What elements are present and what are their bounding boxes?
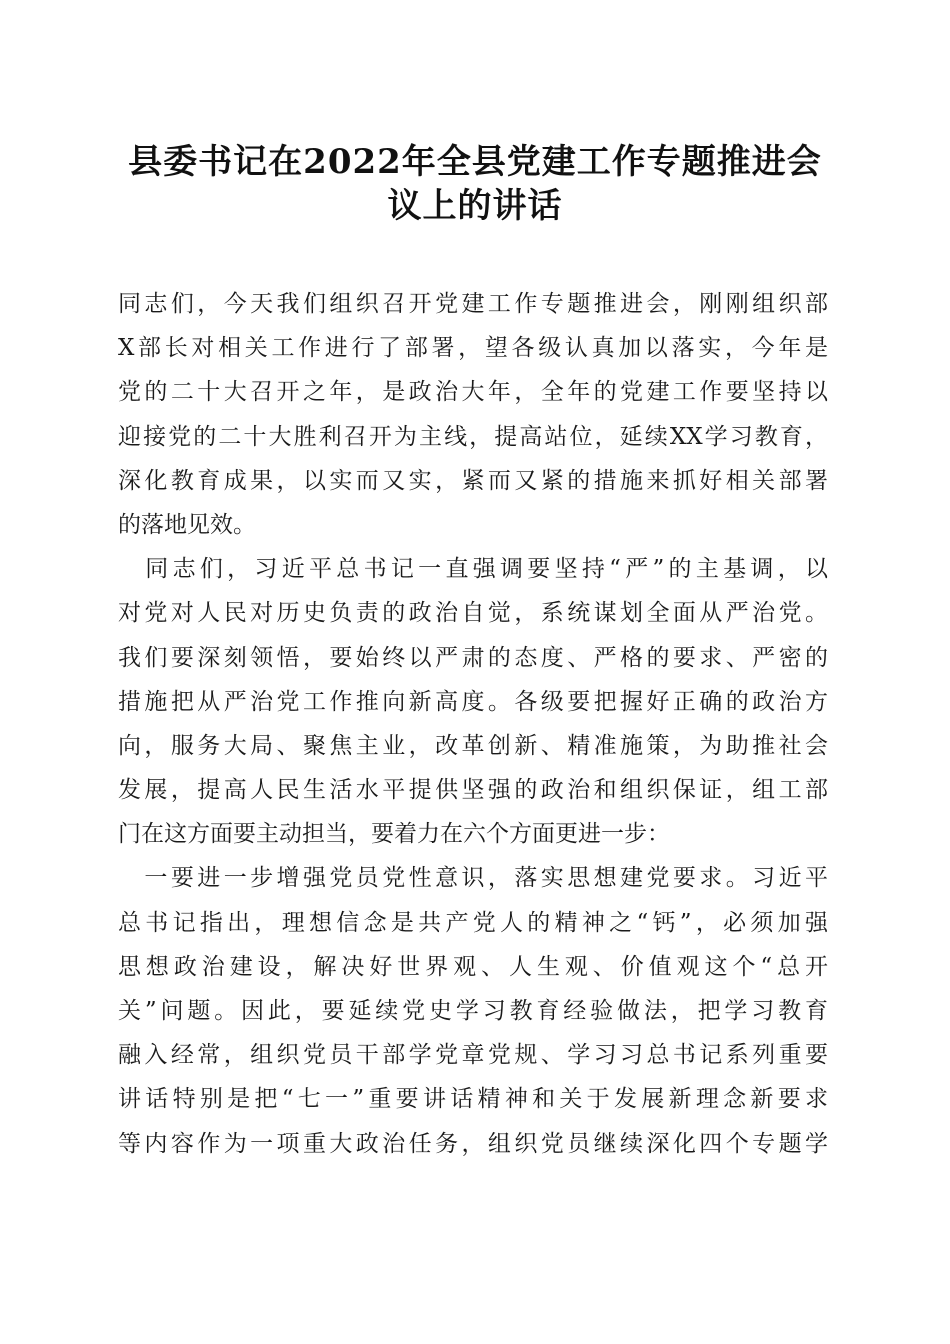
text-line: 总书记指出，理想信念是共产党人的精神之“钙”，必须加强 — [118, 909, 828, 936]
document-body — [118, 282, 828, 1166]
title-line-1: 县委书记在2022年全县党建工作专题推进会 — [128, 142, 822, 182]
text-line: 讲话特别是把“七一”重要讲话精神和关于发展新理念新要求 — [118, 1086, 828, 1113]
text-line: 一要进一步增强党员党性意识，落实思想建党要求。习近平 — [118, 865, 828, 892]
text-line: 向，服务大局、聚焦主业，改革创新、精准施策，为助推社会 — [118, 732, 828, 759]
text-line: 对党对人民对历史负责的政治自觉，系统谋划全面从严治党。 — [118, 600, 828, 627]
text-line: 关”问题。因此，要延续党史学习教育经验做法，把学习教育 — [118, 998, 828, 1024]
text-line: 我们要深刻领悟，要始终以严肃的态度、严格的要求、严密的 — [118, 644, 828, 671]
text-line: 措施把从严治党工作推向新高度。各级要把握好正确的政治方 — [118, 688, 828, 715]
text-line: 同志们，今天我们组织召开党建工作专题推进会，刚刚组织部 — [118, 291, 828, 317]
text-line: 门在这方面要主动担当，要着力在六个方面更进一步： — [118, 821, 670, 848]
text-line: 深化教育成果，以实而又实，紧而又紧的措施来抓好相关部署 — [118, 467, 828, 494]
text-line: 等内容作为一项重大政治任务，组织党员继续深化四个专题学 — [118, 1130, 828, 1157]
text-line: 迎接党的二十大胜利召开为主线，提高站位，延续XX学习教育， — [118, 423, 828, 450]
text-line: 党的二十大召开之年，是政治大年，全年的党建工作要坚持以 — [118, 379, 828, 406]
document-title — [0, 140, 950, 228]
text-line: 的落地见效。 — [118, 511, 256, 538]
text-line: 思想政治建设，解决好世界观、人生观、价值观这个“总开 — [118, 953, 828, 980]
text-line: 同志们，习近平总书记一直强调要坚持“严”的主基调，以 — [118, 556, 828, 583]
title-line-2: 议上的讲话 — [387, 186, 563, 226]
text-line: 融入经常，组织党员干部学党章党规、学习习总书记系列重要 — [118, 1042, 828, 1069]
text-line: 发展，提高人民生活水平提供坚强的政治和组织保证，组工部 — [118, 777, 828, 804]
text-line: X部长对相关工作进行了部署，望各级认真加以落实，今年是 — [118, 335, 828, 362]
